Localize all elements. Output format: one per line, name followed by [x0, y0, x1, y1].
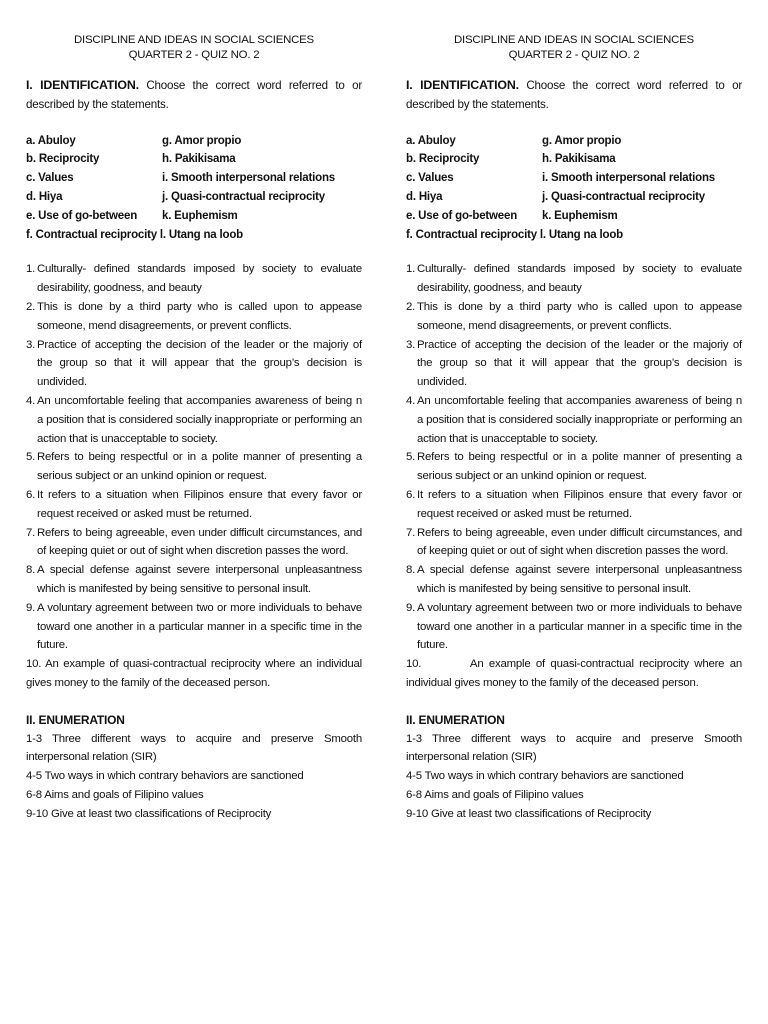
question-number: 9. [26, 601, 36, 614]
question-number: 7. [26, 526, 36, 539]
header-subtitle: QUARTER 2 - QUIZ NO. 2 [128, 49, 260, 61]
question-text: An example of quasi-contractual reciprocity where an individual gives money to the family of the deceased person. [26, 658, 362, 689]
choice-row [406, 188, 742, 207]
enumeration-title: II. ENUMERATION [406, 712, 505, 727]
question-text: A voluntary agreement between two or more individuals to behave toward one another in a particular manner in a specific time in the future. [37, 601, 362, 652]
identification-title: I. IDENTIFICATION. [406, 78, 519, 92]
enumeration-item: 6-8 Aims and goals of Filipino values [406, 788, 584, 801]
question-item [406, 448, 742, 486]
quiz-header [406, 33, 742, 63]
choice-k: k. Euphemism [162, 209, 238, 222]
enumeration-item: 9-10 Give at least two classifications of Reciprocity [26, 807, 272, 820]
choice-e: e. Use of go-between [26, 209, 138, 222]
question-text: A voluntary agreement between two or more individuals to behave toward one another in a particular manner in a specific time in the future. [417, 601, 742, 652]
choice-i: i. Smooth interpersonal relations [162, 172, 335, 185]
choice-g: g. Amor propio [542, 134, 622, 147]
choice-c: c. Values [406, 172, 454, 185]
choice-row [26, 207, 362, 226]
choice-row [406, 207, 742, 226]
question-text: An uncomfortable feeling that accompanies awareness of being n a position that is considered socially inappropriate or performing an action that is unacceptable to society. [37, 394, 362, 445]
choice-f: f. Contractual reciprocity [406, 228, 537, 241]
question-item [406, 392, 742, 448]
question-number: 7. [406, 526, 416, 539]
choice-e: e. Use of go-between [406, 209, 518, 222]
quiz-copy-right [406, 33, 742, 823]
enumeration-item: 4-5 Two ways in which contrary behaviors are sanctioned [406, 770, 684, 783]
question-number: 10. [26, 658, 42, 671]
question-text: Refers to being respectful or in a polite manner of presenting a serious subject or an unkind opinion or request. [37, 451, 362, 483]
enumeration-title: II. ENUMERATION [26, 712, 125, 727]
question-item [26, 336, 362, 392]
question-text: An example of quasi-contractual reciprocity where an individual gives money to the family of the deceased person. [406, 658, 742, 689]
question-item [26, 655, 362, 693]
quiz-copy-left [26, 33, 362, 823]
question-text: An uncomfortable feeling that accompanies awareness of being n a position that is considered socially inappropriate or performing an action that is unacceptable to society. [417, 394, 742, 445]
choice-a: a. Abuloy [406, 134, 456, 147]
choice-f: f. Contractual reciprocity [26, 228, 157, 241]
choice-g: g. Amor propio [162, 134, 242, 147]
choice-h: h. Pakikisama [542, 153, 616, 166]
choice-l: l. Utang na loob [159, 228, 243, 241]
choice-b: b. Reciprocity [26, 153, 100, 166]
question-text: This is done by a third party who is called upon to appease someone, mend disagreements, or prevent conflicts. [417, 300, 742, 332]
question-number: 10. [406, 658, 422, 671]
question-text: This is done by a third party who is called upon to appease someone, mend disagreements, or prevent conflicts. [37, 300, 362, 332]
choice-j: j. Quasi-contractual reciprocity [162, 190, 325, 203]
choice-a: a. Abuloy [26, 134, 76, 147]
identification-text: Choose the correct word referred to or described by the statements. [406, 79, 742, 111]
question-item [406, 599, 742, 655]
choice-row [26, 226, 362, 245]
enumeration-list [406, 730, 742, 824]
question-text: A special defense against severe interpersonal unpleasantness which is manifested by being sensitive to personal insult. [417, 564, 742, 595]
question-number: 8. [406, 564, 416, 577]
question-item [406, 486, 742, 524]
question-item [26, 486, 362, 524]
choice-b: b. Reciprocity [406, 153, 480, 166]
question-text: Culturally- defined standards imposed by society to evaluate desirability, goodness, and beauty [37, 263, 362, 295]
question-text: It refers to a situation when Filipinos ensure that every favor or request received or asked must be returned. [37, 488, 362, 520]
question-number: 2. [406, 300, 416, 313]
identification-instructions [406, 76, 742, 115]
choice-row [406, 169, 742, 188]
question-text: Practice of accepting the decision of the leader or the majoriy of the group so that it will appear that the group’s decision is undivided. [37, 338, 362, 389]
quiz-header [26, 33, 362, 63]
question-number: 4. [26, 394, 36, 407]
identification-title: I. IDENTIFICATION. [26, 78, 139, 92]
question-number: 1. [406, 263, 416, 276]
choices-list [26, 132, 362, 245]
question-item [26, 260, 362, 298]
question-item [406, 260, 742, 298]
question-text: Refers to being agreeable, even under difficult circumstances, and of keeping quiet or out of sight when discretion passes the word. [37, 526, 362, 558]
identification-instructions [26, 76, 362, 115]
question-item [26, 524, 362, 562]
question-text: Practice of accepting the decision of the leader or the majoriy of the group so that it will appear that the group’s decision is undivided. [417, 338, 742, 389]
question-item [26, 298, 362, 336]
header-subtitle: QUARTER 2 - QUIZ NO. 2 [508, 49, 640, 61]
question-number: 3. [26, 338, 36, 351]
question-number: 4. [406, 394, 416, 407]
question-item [406, 561, 742, 599]
question-number: 5. [406, 451, 416, 464]
choice-i: i. Smooth interpersonal relations [542, 172, 715, 185]
header-title: DISCIPLINE AND IDEAS IN SOCIAL SCIENCES [454, 34, 694, 46]
question-text: It refers to a situation when Filipinos ensure that every favor or request received or asked must be returned. [417, 488, 742, 520]
question-number: 1. [26, 263, 36, 276]
question-item [406, 524, 742, 562]
header-title: DISCIPLINE AND IDEAS IN SOCIAL SCIENCES [74, 34, 314, 46]
enumeration-item: 4-5 Two ways in which contrary behaviors are sanctioned [26, 770, 304, 783]
question-item [26, 599, 362, 655]
enumeration-list [26, 730, 362, 824]
choice-c: c. Values [26, 172, 74, 185]
question-text: Culturally- defined standards imposed by society to evaluate desirability, goodness, and beauty [417, 263, 742, 295]
question-item [406, 655, 742, 693]
question-number: 6. [26, 488, 36, 501]
question-number: 9. [406, 601, 416, 614]
question-item [26, 392, 362, 448]
identification-text: Choose the correct word referred to or described by the statements. [26, 79, 362, 111]
choice-row [26, 150, 362, 169]
question-number: 5. [26, 451, 36, 464]
question-item [26, 448, 362, 486]
choice-row [26, 188, 362, 207]
questions-list [26, 260, 362, 692]
choice-k: k. Euphemism [542, 209, 618, 222]
choice-l: l. Utang na loob [539, 228, 623, 241]
question-number: 3. [406, 338, 416, 351]
enumeration-item: 1-3 Three different ways to acquire and preserve Smooth interpersonal relation (SIR) [406, 732, 742, 764]
question-number: 8. [26, 564, 36, 577]
enumeration-item: 9-10 Give at least two classifications of Reciprocity [406, 807, 652, 820]
choices-list [406, 132, 742, 245]
choice-row [26, 132, 362, 151]
choice-row [26, 169, 362, 188]
questions-list [406, 260, 742, 692]
choice-row [406, 132, 742, 151]
choice-row [406, 150, 742, 169]
choice-h: h. Pakikisama [162, 153, 236, 166]
question-item [26, 561, 362, 599]
question-text: Refers to being respectful or in a polite manner of presenting a serious subject or an unkind opinion or request. [417, 451, 742, 483]
choice-j: j. Quasi-contractual reciprocity [542, 190, 705, 203]
enumeration-item: 6-8 Aims and goals of Filipino values [26, 788, 204, 801]
question-item [406, 336, 742, 392]
question-number: 2. [26, 300, 36, 313]
choice-d: d. Hiya [26, 190, 63, 203]
question-text: A special defense against severe interpersonal unpleasantness which is manifested by being sensitive to personal insult. [37, 564, 362, 595]
question-number: 6. [406, 488, 416, 501]
question-text: Refers to being agreeable, even under difficult circumstances, and of keeping quiet or out of sight when discretion passes the word. [417, 526, 742, 558]
choice-d: d. Hiya [406, 190, 443, 203]
enumeration-item: 1-3 Three different ways to acquire and preserve Smooth interpersonal relation (SIR) [26, 732, 362, 764]
choice-row [406, 226, 742, 245]
question-item [406, 298, 742, 336]
